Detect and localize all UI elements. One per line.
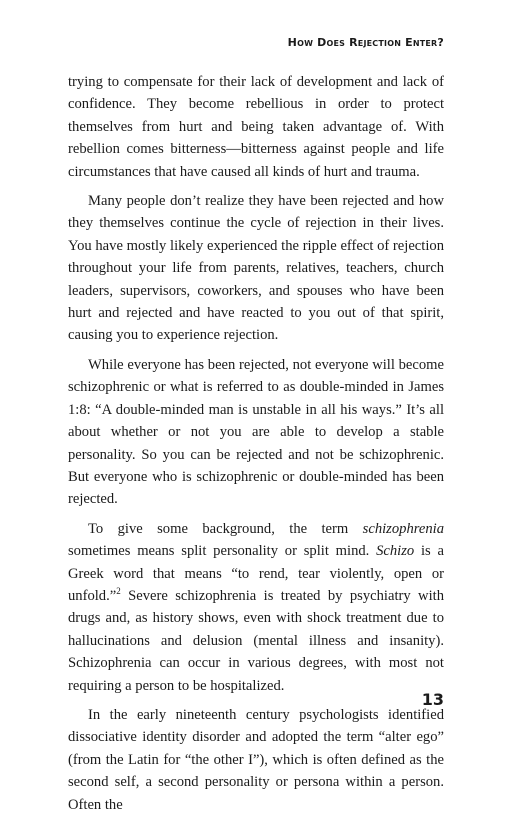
paragraph-3: While everyone has been rejected, not everyone will become schizophrenic or what is referred to as double-minded in James 1:8: “A double-minded man is unstable in all his ways.” It’s all about whether or not you are able to develop a stable personality. So you can be rejected and not be schizophrenic. But everyone who is schizophrenic or double-minded has been rejected. (68, 356, 444, 508)
running-head: How Does Rejection Enter? (287, 36, 444, 49)
term-schizo: Schizo (376, 543, 415, 560)
paragraph-2: Many people don’t realize they have been rejected and how they themselves continue the cycle of rejection in their lives. You have mostly likely experienced the ripple effect of rejection throughout your life from parents, relatives, teachers, church leaders, supervisors, coworkers, and spouses who have been hurt and rejected and have reacted to you out of that spirit, causing you to experience rejection. (68, 193, 444, 344)
page-number: 13 (421, 690, 444, 709)
paragraph-4 (68, 518, 444, 697)
paragraph-4-text-b: sometimes means split personality or split mind. (68, 543, 377, 560)
paragraph-4-text-a: To give some background, the term (88, 520, 363, 537)
paragraph-1: trying to compensate for their lack of development and lack of confidence. They become rebellious in order to protect themselves from hurt and being taken advantage of. With rebellion comes bitterness—bitterness against people and life circumstances that have caused all kinds of hurt and trauma. (68, 74, 444, 180)
footnote-marker: 2 (116, 585, 121, 596)
term-schizophrenia: schizophrenia (362, 520, 444, 537)
paragraph-4-text-c: is a Greek word that means “to rend, tear violently, open or unfold.” (68, 543, 444, 604)
paragraph-5: In the early nineteenth century psychologists identified dissociative identity disorder and adopted the term “alter ego” (from the Latin for “the other I”), which is often defined as the second self, a second personality or persona within a person. Often the (68, 706, 444, 813)
paragraph-4-text-d: Severe schizophrenia is treated by psychiatry with drugs and, as history shows, even with shock treatment due to hallucinations and delusion (mental illness and insanity). Schizophrenia can occur in various degrees, with most not requiring a person to be hospitalized. (68, 587, 444, 694)
body-text (68, 71, 444, 823)
